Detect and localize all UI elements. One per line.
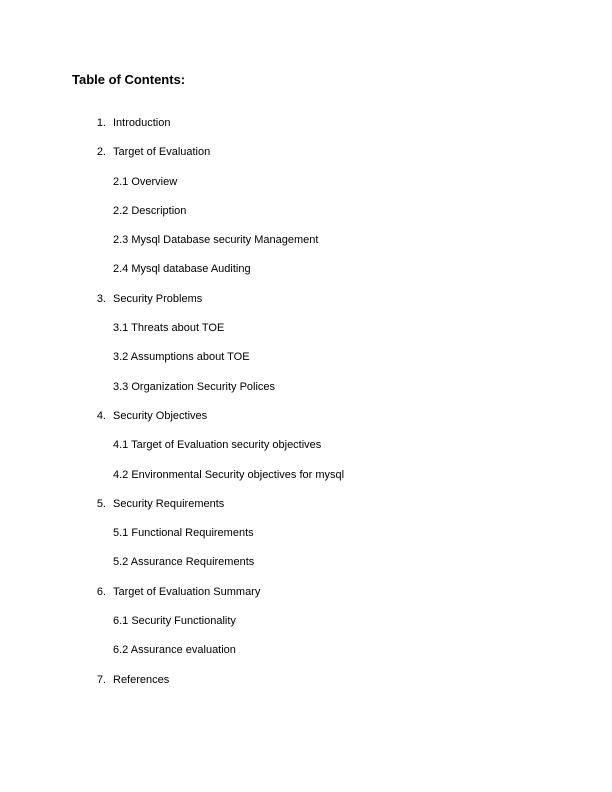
toc-entry [0,672,612,701]
toc-subentry [0,349,612,378]
toc-subentry [0,174,612,203]
toc-entry-number: 7. [96,673,106,686]
toc-entry-label: 3.1 Threats about TOE [113,322,225,335]
toc-subentry [0,613,612,642]
toc-entry-label: 6.2 Assurance evaluation [113,644,236,657]
toc-entry-number: 2. [96,146,106,159]
toc-title: Table of Contents: [72,72,186,87]
toc-entry-label: Security Objectives [113,409,208,422]
toc-subentry [0,232,612,261]
toc-subentry [0,554,612,583]
toc-entry-label: Security Requirements [113,497,225,510]
toc-entry [0,584,612,613]
toc-list [0,115,612,701]
toc-entry-label: Security Problems [113,292,203,305]
toc-subentry [0,525,612,554]
toc-entry-label: Introduction [113,117,171,129]
toc-subentry [0,379,612,408]
toc-entry-label: Target of Evaluation [113,146,211,159]
toc-entry-label: 3.3 Organization Security Polices [113,380,276,393]
toc-subentry [0,642,612,671]
toc-entry-label: 6.1 Security Functionality [113,615,236,628]
toc-entry [0,115,612,144]
toc-subentry [0,437,612,466]
toc-entry [0,144,612,173]
toc-entry-number: 6. [96,585,106,598]
toc-entry-label: Target of Evaluation Summary [113,585,261,598]
toc-entry-label: 4.2 Environmental Security objectives for mysql [113,468,345,481]
toc-entry-number: 5. [96,497,106,510]
toc-entry-label: 2.1 Overview [113,175,178,188]
toc-subentry [0,261,612,290]
toc-entry-label: 5.2 Assurance Requirements [113,556,255,569]
toc-entry-label: 2.4 Mysql database Auditing [113,263,251,276]
toc-entry-label: References [113,673,170,686]
toc-entry-label: 2.3 Mysql Database security Management [113,234,319,247]
toc-entry-label: 2.2 Description [113,204,187,217]
toc-entry-label: 5.1 Functional Requirements [113,527,254,540]
toc-entry-number: 3. [96,292,106,305]
toc-subentry [0,320,612,349]
toc-entry-label: 3.2 Assumptions about TOE [113,351,250,364]
toc-entry-number: 4. [96,409,106,422]
toc-entry [0,496,612,525]
toc-subentry [0,467,612,496]
toc-entry [0,408,612,437]
toc-subentry [0,203,612,232]
toc-entry [0,291,612,320]
toc-entry-number: 1. [96,117,106,129]
toc-entry-label: 4.1 Target of Evaluation security objectives [113,439,322,452]
